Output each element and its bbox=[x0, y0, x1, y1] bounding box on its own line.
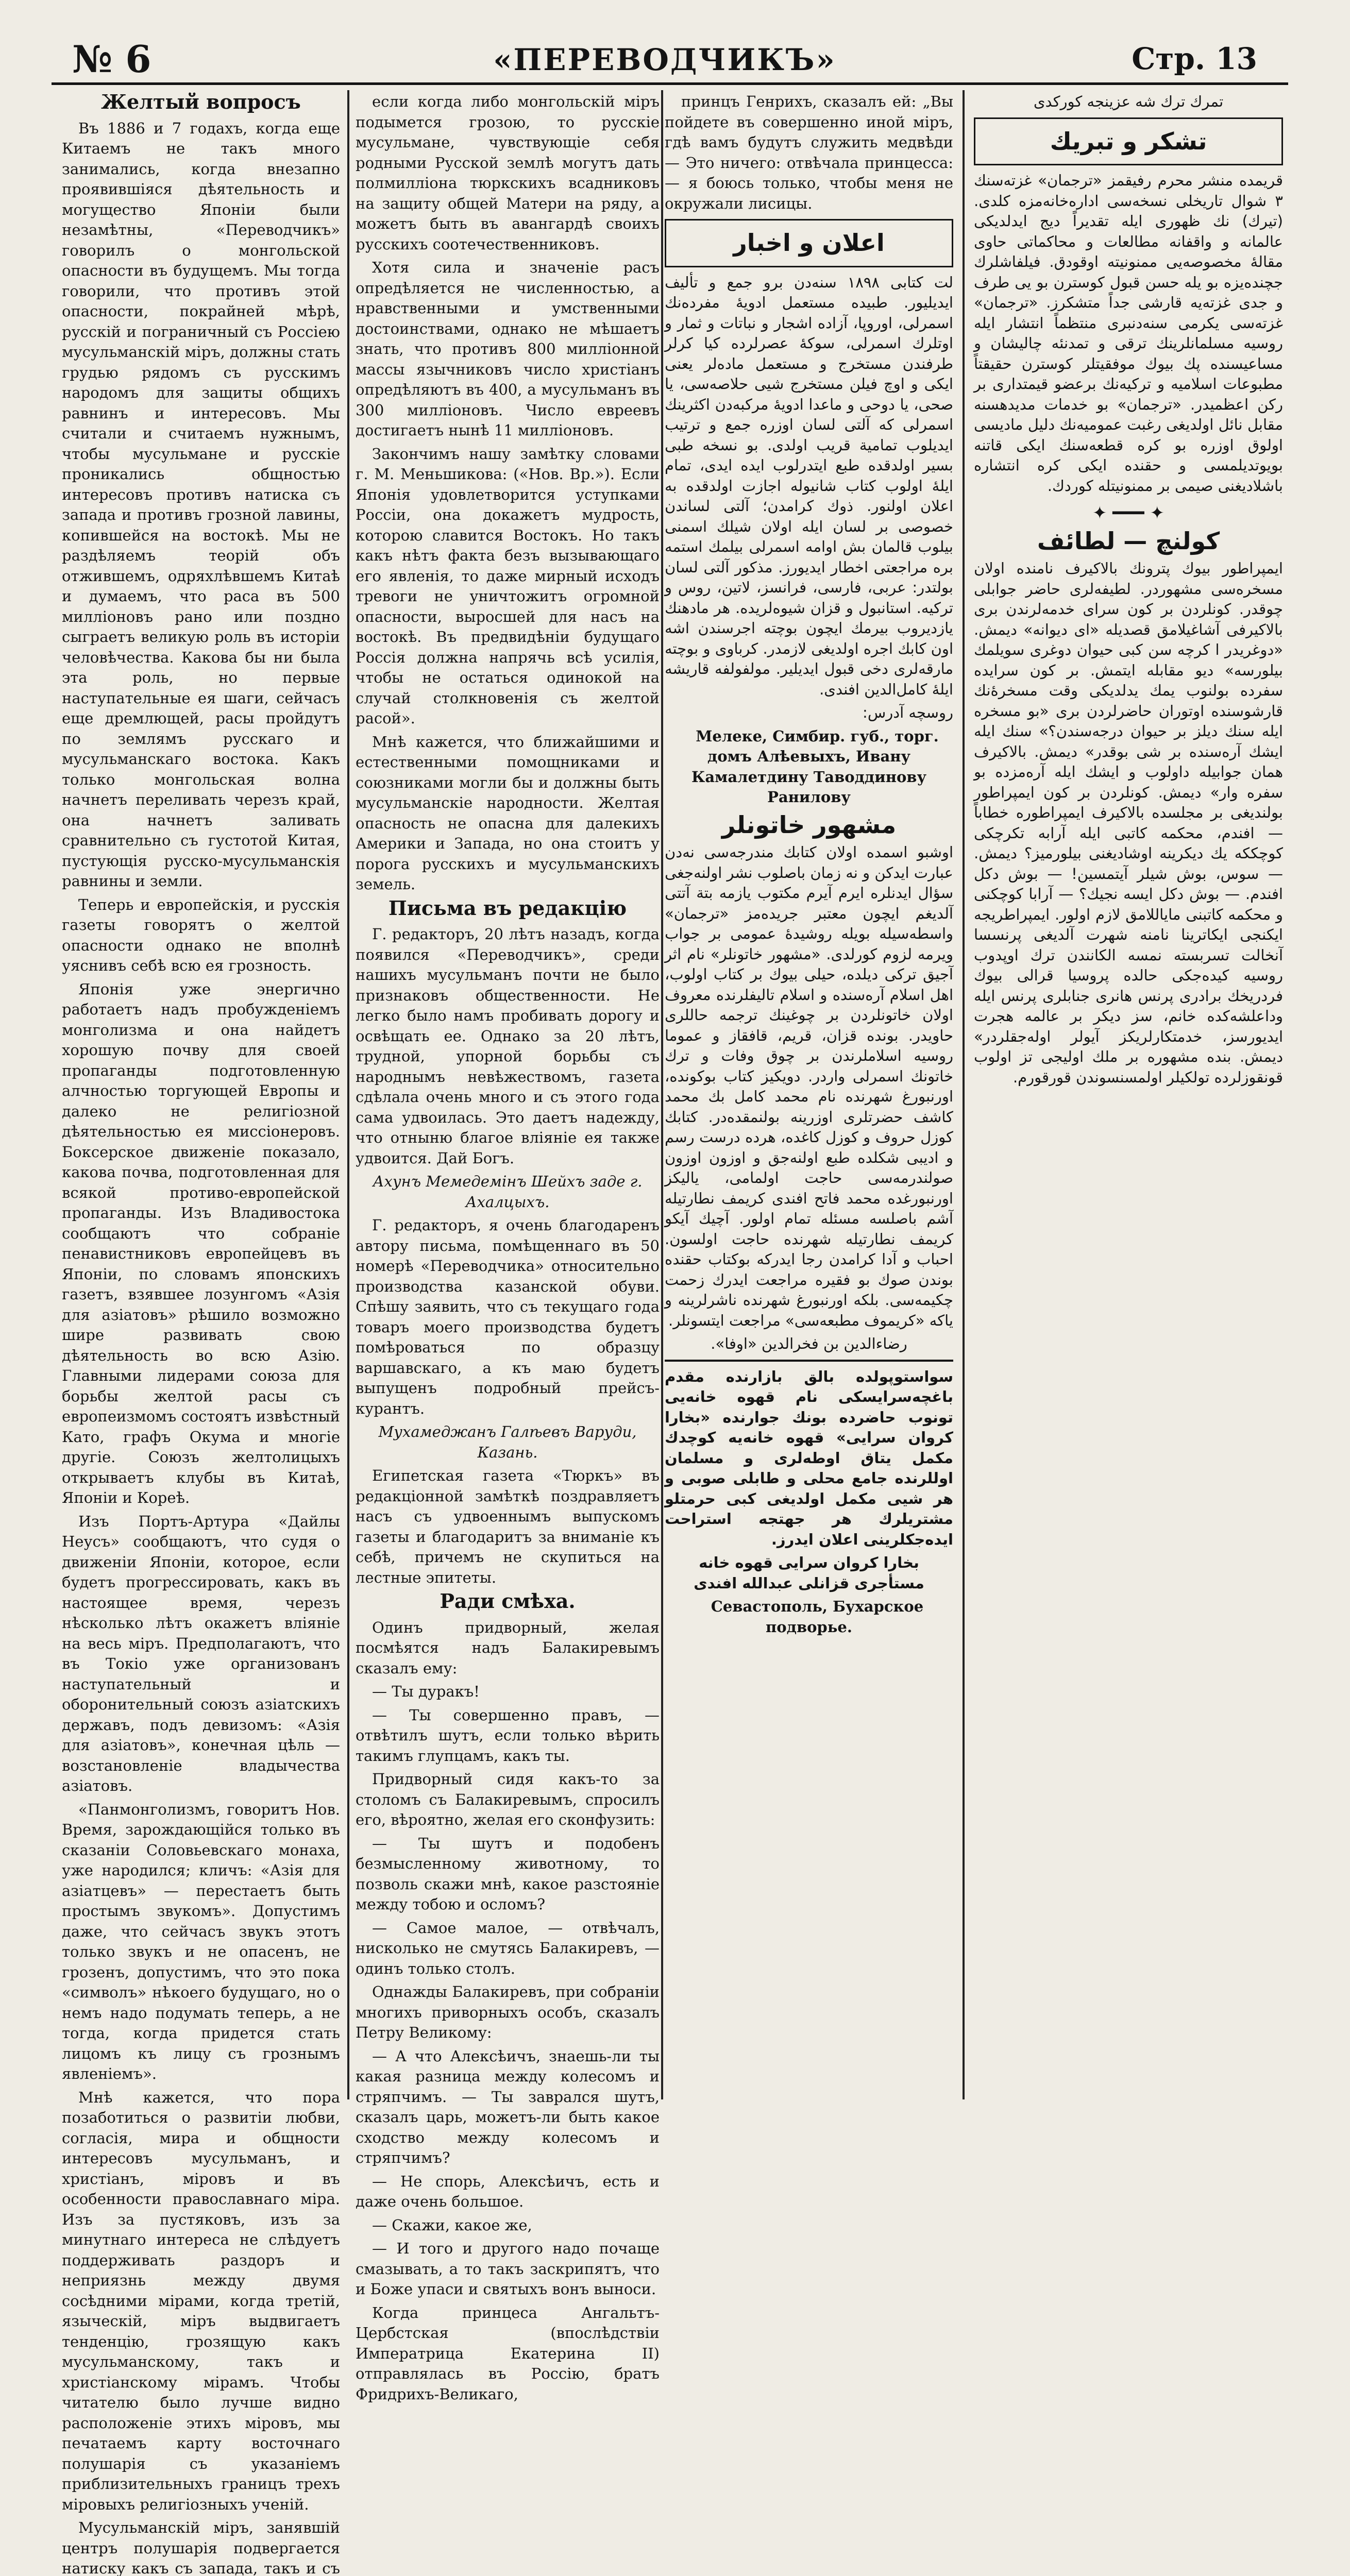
letter-signature: Мухамеджанъ Галѣевъ Варуди, Казань. bbox=[378, 1423, 637, 1461]
humor-line: — Ты шутъ и подобенъ безмысленному животному, то позволь скажи мнѣ, какое разстояніе между тобою и осломъ? bbox=[356, 1834, 660, 1913]
humor-line: — И того и другого надо почаще смазывать, а то такъ заскрипятъ, что и Боже упаси и святыхъ вонъ выноси. bbox=[356, 2240, 660, 2298]
humor-line: Когда принцеса Ангальтъ-Цербстская (впослѣдствіи Императрица Екатерина II) отправлялась въ Россію, братъ Фридрихъ-Великаго, bbox=[356, 2303, 660, 2403]
famous-women-signature: رضاءالدين بن فخرالدين «اوفا». bbox=[711, 1335, 907, 1352]
header-rule bbox=[52, 82, 1288, 85]
column-divider bbox=[963, 90, 965, 2099]
ads-heading: اعلان و اخبار bbox=[733, 229, 885, 257]
coffeehouse-notice bbox=[665, 1360, 953, 1594]
famous-women-text bbox=[665, 842, 953, 1354]
jokes-text bbox=[974, 558, 1283, 1088]
letter: Г. редакторъ, я очень благодаренъ автору письма, помѣщеннаго въ 50 номерѣ «Переводчика» относительно производства казанской обуви. Спѣшу заявить, что съ текущаго года товаръ моего производства будетъ помѣроваться по образцу варшавскаго, а къ маю будетъ выпущенъ подробный прейсъ-курантъ. bbox=[356, 1216, 660, 1417]
humor-line: Однажды Балакиревъ, при собраніи многихъ приворныхъ особъ, сказалъ Петру Великому: bbox=[356, 1983, 660, 2041]
paragraph: Японія уже энергично работаетъ надъ пробужденіемъ монголизма и она найдетъ хорошую почву для своей пропаганды подготовленную алчностью торгующей Европы и далеко не религіозной дѣятельностью ея миссіонеровъ. Боксерское движеніе показало, какова почва, подготовленная для всякой противо-европейской пропаганды. Изъ Владивостока сообщаютъ что собраніе пенавистниковъ европейцевъ въ Японіи, по словамъ японскихъ газетъ, взявшее лозунгомъ «Азія для азіатовъ» рѣшило возможно шире развивать свою дѣятельность во всю Азію. Главными лидерами союза для борьбы желтой расы съ европеизмомъ состоятъ извѣстный Като, графъ Окума и многіе другіе. Союзъ желтолицыхъ открываетъ клубы въ Китаѣ, Японіи и Кореѣ. bbox=[62, 980, 340, 1506]
egypt-note: Египетская газета «Тюркъ» въ редакціонной замѣткѣ поздравляетъ насъ съ удвоеннымъ выпускомъ газеты и благодаритъ за вниманіе къ себѣ, причемъ не скупиться на лестные эпитеты. bbox=[356, 1467, 660, 1586]
column-divider bbox=[347, 90, 349, 2099]
humor-line: — А что Алексѣичъ, знаешь-ли ты какая разница между колесомъ и стряпчимъ. — Ты заврался шутъ, сказалъ царь, можетъ-ли быть какое сходство между колесомъ и стряпчимъ? bbox=[356, 2047, 660, 2166]
humor-line: Придворный сидя какъ-то за столомъ съ Балакиревымъ, спросилъ его, вѣроятно, желая его сконфузить: bbox=[356, 1770, 660, 1828]
thanks-heading: تشكر و تبريك bbox=[1050, 127, 1207, 155]
humor-line: — Ты дуракъ! bbox=[372, 1683, 480, 1700]
column-4 bbox=[974, 92, 1283, 2101]
notice-signature: بخارا كروان سرايى قهوه خانه مستأجرى قزانلى عبدالله افندى bbox=[694, 1554, 924, 1592]
column-3 bbox=[665, 92, 953, 2101]
paragraph: Мнѣ кажется, что ближайшими и естественными помощниками и союзниками могли бы и должны быть мусульманскіе народности. Желтая опасность не опасна для далекихъ Америки и Запада, но она стоитъ у порога русскихъ и мусульманскихъ земель. bbox=[356, 733, 660, 893]
humor-line: — Скажи, какое же, bbox=[372, 2216, 532, 2234]
ads-text bbox=[665, 273, 953, 723]
letter-signature: Ахунъ Мемедемінъ Шейхъ заде г. Ахалцыхъ. bbox=[373, 1173, 643, 1211]
letters-heading: Письма въ редакцію bbox=[388, 896, 627, 920]
ornament-divider: ✦ ━━━ ✦ bbox=[1092, 503, 1165, 523]
humor-heading: Ради смѣха. bbox=[440, 1589, 576, 1613]
paragraph: если когда либо монгольскій міръ подымется грозою, то русскіе мусульмане, чувствующіе себя родными Русской землѣ могутъ дать полмилліона тюркскихъ всадниковъ на защиту общей Матери на ряду, а можетъ быть въ авангардѣ своихъ русскихъ соотечественниковъ. bbox=[356, 93, 660, 253]
column-1 bbox=[62, 90, 340, 2576]
paragraph: Изъ Портъ-Артура «Дайлы Неусъ» сообщаютъ, что судя о движеніи Японіи, которое, если будетъ прогрессировать, какъ въ настоящее время, черезъ нѣсколько лѣтъ окажетъ вліяніе на весь міръ. Предполагаютъ, что въ Токіо уже организованъ наступательный и оборонительный союзъ азіатскихъ державъ, подъ девизомъ: «Азія для азіатовъ», конечная цѣль — возстановленіе владычества азіатовъ. bbox=[62, 1512, 340, 1794]
ads-box bbox=[665, 219, 953, 267]
page-number: Стр. 13 bbox=[1132, 41, 1257, 76]
thanks-box bbox=[974, 117, 1283, 166]
column-divider bbox=[661, 90, 663, 2099]
humor-line: — Самое малое, — отвѣчалъ, нисколько не смутясь Балакиревъ, — одинъ только столъ. bbox=[356, 1919, 660, 1977]
paragraph: Мусульманскій міръ, занявшій центръ полушарія подвергается натиску какъ съ запада, такъ и съ bbox=[62, 2519, 340, 2576]
issue-number: № 6 bbox=[72, 37, 151, 81]
humor-line: Одинъ придворный, желая посмѣятся надъ Балакиревымъ сказалъ ему: bbox=[356, 1618, 660, 1677]
letter: Г. редакторъ, 20 лѣтъ назадъ, когда появился «Переводчикъ», среди нашихъ мусульманъ почти не было признаковъ общественности. Не легко было намъ пробивать дорогу и освѣщать ее. Однако за 20 лѣтъ, трудной, упорной борьбы съ народнымъ невѣжествомъ, газета сдѣлала очень много и съ этого года сама удвоилась. Это даетъ надежду, что отныню благое вліяніе ея также удвоится. Дай Богъ. bbox=[356, 925, 660, 1167]
paragraph: «Панмонголизмъ, говоритъ Нов. Время, зарождающійся только въ сказаніи Соловьевскаго монаха, уже народился; кличъ: «Азія для азіатцевъ» — перестаетъ быть простымъ звукомъ». Допустимъ даже, что сейчасъ звукъ этотъ только звукъ и не опасенъ, не грозенъ, допустимъ, что это пока «символъ» нѣкоего будущаго, но о немъ надо подумать теперь, а не тогда, когда придется стать лицомъ къ лицу съ грознымъ явленіемъ». bbox=[62, 1800, 340, 2082]
famous-women-heading: مشهور خاتونلر bbox=[721, 810, 897, 839]
paragraph: لت كتابى ١٨٩٨ سنه‌دن برو جمع و تأليف ايديليور. طبيده مستعمل ادويهٔ مفرده‌نك اسمرلى، اوروپا، آزاده اشجار و نباتات و ثمار و اوتلرك اسمرلى، سوكهٔ عصرلرده كيا كرلر طرفندن مستخرج و مستعمل ماده‌لر يعنى ايكى و اوچ فيلن مستخرج شيى حلاصه‌سى، يا صحى، يا دوحى و ماعدا ادويهٔ مركبه‌دن اكثرينك اسمرلى كه آلتى لسان اوزره جمع و ترتيب ايديلوب تمامية قريب اولدى. بو نسخه طبى بسير اولدقده طبع ايتدرلوب ايده ايدى، تمام ايلهٔ اولوب كتاب شانيوله اجازت اولدقده به اعلان اولنور. ذوك كرامدن؛ آلتى لساندن خصوصى بر لسان ايله اولان شيلك اسمنى بيلوب قالمان بش اوامه اسمرلى بيلمك استمه بره مراجعتى اخطار ايديورز. مذكور آلتى لسان بولتدر: عربى، فارسى، فرانسز، لاتين، روس و تركيه. استانبول و قزان شيوه‌لريده. هر مادهنك يازديروب بيرمك ايچون بوچته اجرسندن اشه اون كابك اجره اولديغى لازمدر. كرباوى و بوچته مارقه‌لرى دخى قبول ايديلير. مولفولفه قاريشه ايلهٔ كامل‌الدين افندى. bbox=[665, 273, 954, 698]
ads-signature: روسچه آدرس: bbox=[863, 704, 953, 721]
humor-line: — Ты совершенно правъ, — отвѣтилъ шутъ, если только вѣрить такимъ глупцамъ, какъ ты. bbox=[356, 1706, 660, 1765]
paragraph: قريمده منشر محرم رفيقمز «ترجمان» غزته‌سنك ٣ شوال تاريخلى نسخه‌سى اداره‌خانه‌مزه كلدى. (تيرك) نك ظهورى ايله تقديراً ديج ايدلديكى عالمانه و واقفانه مطالعات و محاكماتى حاوى مقالهٔ مخصوصه‌يى ممنونيته اوقودق. فيلفاشلرك جچنده‌يزه بو يله حسن قبول كوسترن بو يى طرف و جدى غزته‌يه قارشى جداً متشكرز. «ترجمان» غزته‌سى يكرمى سنه‌دنبرى منتظماً انتشار ايله روسيه مسلمانلرينك ترقى و تمدنئه چاليشان و مساعيسنده پك بيوك موفقيتلر كوسترن حقيقتاً مطبوعات اسلاميه و تركيه‌نك برعضو قيمتدارى بر ركن اعظميدر. «ترجمان» بو خدمات مديدهسنه مقابل نائل اولديغى رغبت عموميه‌نك دليل ماديسى اولوق اوزره بو كره قطعه‌سنك ايكى قاتنه بويوتديلمسى و حقنده ايكى كره انتشاره باشلاديغنى صيمى بر ممنونيتله كوردك. bbox=[974, 172, 1283, 495]
article-heading-yellow-question: Желтый вопросъ bbox=[101, 90, 301, 113]
paragraph: سواستوپولده بالق بازارنده مقدم باغچه‌سرايسكى نام قهوه خانه‌يى تونوب حاضرده بونك جوارنده «بخارا كروان سرايى» قهوه خانه‌يه كوچدك مكمل يتاق اوطه‌لرى و مسلمان اوللرنده جامع محلى و طابلى صوبى و هر شيى مكمل اولديغى كبى حرمتلو مشتريلرك هر جهتجه استراحت ايده‌جكلرينى اعلان ايدرز. bbox=[665, 1367, 953, 1548]
paragraph: اوشبو اسمده اولان كتابك مندرجه‌سى نه‌دن عبارت ايدكن و نه زمان باصلوب نشر اولنه‌جغى سؤال ايدنلره ايرم آيرم مكتوب يازمه بتة آتتى آلديغم ايچون معتبر جريده‌مز «ترجمان» واسطه‌سيله بويله روشيدهٔ عمومى بر جواب ويرمه لزوم كورلدى. «مشهور خاتونلر» نام اثر آجيق تركى ديلده، حيلى بيوك بر كتاب اولوب، اهل اسلام آره‌سنده و اسلام تاليفلرنده معروف اولان خاتونلردن بر چوغينك ترجمه حاللرى حاويدر. بونده قزان، قريم، قافقاز و عموما روسيه اسلاملرندن بر چوق وفات و ترك خاتونك اسمرلى واردر. دويكيز كتاب بوكونده، اورنبورغ شهرنده نام محمد كامل بك محمد كاشف حضرتلرى اوزرينه بولنمقده‌در. كتابك كوزل حروف و كوزل كاغده، هرده درست رسم و اديبى شكلده طبع اولنه‌جق و اوزون اوزون صولندرمه‌سى حاجت اولمامى، ياليكز اورنبورغده محمد فاتح افندى كريمف نطارتيله آشم باصلسه مسئله تمام اولور. آچيك آيكو كريمف نطارتيله شهرنده حاجت اولسون. احباب و آدا كرامدن رجا ايدركه بوكتاب حقنده بوندن صوك بو فقيره مراجعت ايدرك زحمت چكيمه‌سى. بلكه اورنبورغ شهرنده ناشرلرينه و ياكه «كريموف مطبعه‌سى» مراجعت ايتسونلر. bbox=[665, 843, 953, 1329]
jokes-heading: كولنچ — لطائف bbox=[1037, 527, 1220, 555]
column-2 bbox=[356, 92, 660, 2403]
top-line: تمرك ترك شه عزينجه كوركدى bbox=[1033, 93, 1224, 110]
paragraph: принцъ Генрихъ, сказалъ ей: „Вы пойдете въ совершенно иной міръ, гдѣ вамъ будутъ служить медвѣди — Это ничего: отвѣчала принцесса: — я боюсь только, чтобы меня не окружали лисицы. bbox=[665, 93, 953, 212]
paragraph: Мнѣ кажется, что пора позаботиться о развитіи любви, согласія, мира и общности интересовъ мусульманъ, и христіанъ, міровъ и въ особенности православнаго міра. Изъ за пустяковъ, изъ за минутнаго интереса не слѣдуетъ поддерживать раздоръ и неприязнь между двумя сосѣдними мірами, когда третій, языческій, міръ выдвигаетъ тенденцію, грозящую какъ мусульманскому, такъ и христіанскому мірамъ. Чтобы читателю было лучше видно расположеніе этихъ міровъ, мы печатаемъ карту восточнаго полушарія съ указаніемъ приблизительныхъ границъ трехъ міровыхъ религіозныхъ ученій. bbox=[62, 2088, 340, 2513]
paragraph: Хотя сила и значеніе расъ опредѣляется не численностью, а нравственными и умственными достоинствами, однако не мѣшаетъ знать, что противъ 800 милліонной массы язычниковъ число христіанъ опредѣляютъ въ 400, а мусульманъ въ 300 милліоновъ. Число евреевъ достигаетъ нынѣ 11 милліоновъ. bbox=[356, 259, 660, 439]
paragraph: ايمپراطور بيوك پترونك بالاكيرف نامنده اولان مسخره‌سى مشهوردر. لطيفه‌لرى حاضر جوابلى چوقدر. كونلردن بر كون سراى خدمه‌لرندن برى بالاكيرفى آشاغيلامق قصديله «اى ديوانه» ديمش. «دوغريدر ا كرچه سن كبى حيوان دوغرى سويلمك بيلورسه» ديو مقابله ايتمش. بر كون سرايده سفرده بولنوب يمك يدلديكى وقت مسخرهٔ‌نك قارشوسنده اوتوران حاضرلردن برى «بو مسخره ايله سنك ديلز بر حيوان درجه‌سندن؟» سنك ايله ايشك آره‌سنده بر شى بوقدر» ديمش. بالاكيرف همان جوابيله داولوب و ايشك ايله آره‌مزده بو سفره وار» ديمش. كونلردن بر كون ايمپراطور بولنديغى بر مجلسده بالاكيرف ايمپراطوره خطاباً — افندم، محكمه كاتبى ايله آرابه تكرچكى كوچككه يك ديكرينه اوشاديغنى بيلورميز؟ ديمش. — سوس، بوش شيلر آيتمسين! — بوش دكل افندم. — بوش دكل ايسه نجيك؟ — آرابا كوچكنى و محكمه كاتبنى ماياللامق لازم اولور. ايمپراطريجه ايكنجى ايكاترينا نامنه شهرت آلديغى پرنسسا آنخالت تسربسته نمسه الكانندن ترك اوپدوب روسيه كيده‌جكى حالده پروسيا قرالى بيوك فردريخك برادرى پرنس هانرى جنابلرى پرنس ايله وداعلشه‌كده خانم، سز ديكر بر عالمه هجرت ايديورسز، خدمتكارلريكز آيولر اوله‌جقلردر» ديمش. بنده مشهوره بر ملك اوليجى تز اولوب قونقوزلرده تولكيلر اولمسنسوندن قورقورم. bbox=[974, 560, 1283, 1086]
paragraph: Въ 1886 и 7 годахъ, когда еще Китаемъ не такъ много занимались, когда внезапно проявившіяся дѣятельность и могущество Японіи были незамѣтны, «Переводчикъ» говорилъ о монгольской опасности въ будущемъ. Мы тогда говорили, что противъ этой опасности, покрайней мѣрѣ, русскій и пограничный съ Россіею мусульманскій міръ, должны стать грудью рядомъ съ русскимъ народомъ для защиты общихъ равнинъ и интересовъ. Мы считали и считаемъ нужнымъ, чтобы мусульмане и русскіе проникались общностью интересовъ противъ натиска съ запада и противъ грозной лавины, копившейся на востокѣ. Мы не раздѣляемъ теорій объ отжившемъ, одряхлѣвшемъ Китаѣ и думаемъ, что раса въ 500 милліоновъ рано или поздно сыграетъ великую роль въ исторіи человѣчества. Какова бы ни была эта роль, но первые наступательные ея шаги, сейчасъ еще дремлющей, расы пройдутъ по землямъ русскаго и мусульманскаго востока. Какъ только монгольская волна начнетъ переливать черезъ край, она начнетъ заливать сравнительно съ густотой Китая, пустующія русско-мусульманскія равнины и земли. bbox=[62, 119, 340, 890]
paragraph: Закончимъ нашу замѣтку словами г. М. Меньшикова: («Нов. Вр.»). Если Японія удовлетворится уступками Россіи, она докажетъ мудрость, которою славится Востокъ. Но такъ какъ нѣтъ факта безъ вызывающаго его явленія, то даже мирный исходъ тревоги не уничтожитъ огромной опасности, выросшей для насъ на востокѣ. Въ предвидѣніи будущаго Россія должна напрячь всѣ усилія, чтобы не остаться одинокой на случай столкновенія съ желтой расой». bbox=[356, 445, 660, 727]
paragraph: Теперь и европейскія, и русскія газеты говорятъ о желтой опасности однако не вполнѣ уяснивъ себѣ всю ея грозность. bbox=[62, 895, 340, 974]
newspaper-title: «ПЕРЕВОДЧИКЪ» bbox=[493, 42, 836, 77]
notice-address: Севастополь, Бухарское подворье. bbox=[711, 1598, 924, 1636]
thanks-text bbox=[974, 171, 1283, 496]
humor-line: — Не спорь, Алексѣичъ, есть и даже очень большое. bbox=[356, 2172, 660, 2210]
ads-address: Мелеке, Симбир. губ., торг. домъ Алѣевыхъ, Ивану Камалетдину Таводдинову Ранилову bbox=[691, 727, 939, 806]
page-header bbox=[72, 37, 1257, 94]
